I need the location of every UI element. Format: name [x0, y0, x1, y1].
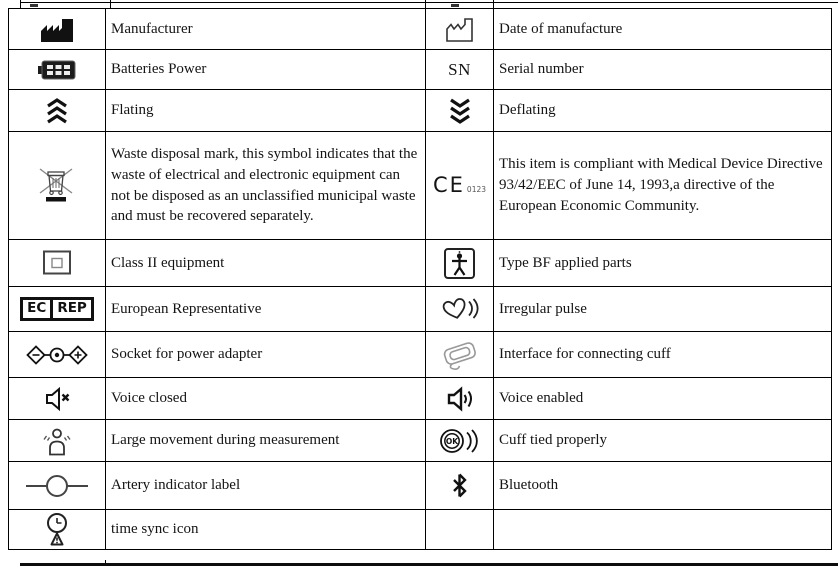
description-cell — [494, 50, 832, 90]
description-cell — [106, 240, 426, 287]
symbol-cell — [9, 462, 106, 510]
table-row — [9, 132, 832, 240]
symbol-description: Socket for power adapter — [111, 346, 263, 363]
artery-indicator-icon — [24, 473, 90, 499]
symbol-cell — [9, 378, 106, 420]
symbol-cell — [9, 90, 106, 132]
symbol-cell — [426, 420, 494, 462]
symbol-cell — [426, 9, 494, 50]
description-cell — [106, 332, 426, 378]
symbol-description: Voice closed — [111, 390, 187, 407]
symbol-description: Serial number — [499, 61, 584, 78]
serial-number-symbol: SN — [448, 59, 471, 79]
description-cell — [494, 132, 832, 240]
grid-line-stub — [425, 0, 426, 8]
table-row — [9, 9, 832, 50]
date-of-manufacture-icon — [443, 15, 476, 44]
symbol-cell — [9, 240, 106, 287]
description-cell — [494, 462, 832, 510]
bottom-thick-rule — [20, 563, 838, 566]
symbol-description: Cuff tied properly — [499, 432, 608, 449]
description-cell — [106, 420, 426, 462]
symbol-description: Interface for connecting cuff — [499, 346, 671, 363]
symbol-description: Batteries Power — [111, 61, 207, 78]
cropped-glyph — [451, 4, 459, 7]
table-row — [9, 90, 832, 132]
description-cell — [106, 132, 426, 240]
symbol-description: time sync icon — [111, 521, 199, 538]
class-ii-equipment-icon — [41, 249, 73, 277]
table-row — [9, 462, 832, 510]
symbol-cell — [9, 132, 106, 240]
symbols-table — [8, 8, 832, 550]
grid-line-stub — [20, 0, 21, 8]
grid-line-stub — [493, 0, 494, 8]
weee-waste-bin-icon — [36, 166, 78, 206]
symbol-description: Manufacturer — [111, 20, 193, 37]
ce-letters: CE — [432, 172, 465, 197]
symbol-description: Date of manufacture — [499, 20, 623, 37]
rep-box: REP — [57, 300, 87, 317]
symbol-cell — [426, 132, 494, 240]
symbol-cell — [426, 287, 494, 332]
symbol-description: Voice enabled — [499, 390, 584, 407]
ok-text: OK — [445, 436, 458, 446]
manufacturer-icon — [37, 15, 77, 43]
table-row — [9, 420, 832, 462]
symbol-cell — [426, 510, 494, 550]
table-row — [9, 240, 832, 287]
description-cell — [494, 240, 832, 287]
deflating-icon — [447, 97, 473, 125]
description-cell — [494, 287, 832, 332]
description-cell — [494, 420, 832, 462]
type-bf-applied-part-icon — [443, 247, 476, 280]
symbol-description: European Representative — [111, 300, 262, 317]
large-movement-icon — [40, 426, 74, 456]
table-row — [9, 287, 832, 332]
symbol-description: Flating — [111, 102, 154, 119]
description-cell — [106, 50, 426, 90]
voice-enabled-icon — [445, 386, 474, 412]
table-row — [9, 332, 832, 378]
symbol-cell — [426, 378, 494, 420]
batteries-power-icon — [37, 58, 77, 82]
cropped-glyph — [30, 4, 38, 7]
description-cell — [106, 9, 426, 50]
description-cell — [494, 510, 832, 550]
symbol-cell — [426, 240, 494, 287]
symbol-description: Large movement during measurement — [111, 432, 340, 449]
ec-rep-mark — [20, 297, 94, 321]
table-row — [9, 378, 832, 420]
inflating-icon — [44, 97, 70, 125]
voice-closed-icon — [42, 386, 72, 412]
description-cell — [106, 287, 426, 332]
cuff-interface-icon — [437, 337, 483, 373]
ec-box: EC — [23, 300, 53, 318]
symbol-cell — [426, 462, 494, 510]
time-sync-icon — [42, 512, 72, 547]
symbol-description: Waste disposal mark, this symbol indicates that the waste of electrical and electronic equipment can not be disposed as an unclassified municipal waste and must be recovered separately. — [111, 146, 418, 225]
symbol-cell — [426, 332, 494, 378]
table-row — [9, 50, 832, 90]
symbol-cell — [9, 9, 106, 50]
bluetooth-icon — [449, 472, 471, 499]
symbol-cell — [426, 90, 494, 132]
description-cell — [494, 332, 832, 378]
irregular-pulse-icon — [440, 295, 480, 323]
symbol-cell — [9, 332, 106, 378]
symbol-description: Artery indicator label — [111, 477, 241, 494]
power-adapter-socket-icon — [26, 344, 88, 366]
symbol-cell — [9, 287, 106, 332]
description-cell — [494, 9, 832, 50]
description-cell — [106, 510, 426, 550]
symbol-description: Irregular pulse — [499, 300, 587, 317]
previous-row-bottom-border — [20, 2, 838, 3]
symbol-cell — [9, 420, 106, 462]
ce-mark — [432, 172, 487, 197]
table-row — [9, 510, 832, 550]
symbol-description: This item is compliant with Medical Device Directive 93/42/EEC of June 14, 1993,a directive of the European Economic Community. — [499, 156, 823, 214]
description-cell — [494, 90, 832, 132]
symbol-cell — [9, 50, 106, 90]
symbol-description: Type BF applied parts — [499, 254, 632, 271]
description-cell — [106, 378, 426, 420]
grid-line-stub — [110, 0, 111, 8]
symbol-cell — [9, 510, 106, 550]
symbol-description: Class II equipment — [111, 254, 225, 271]
description-cell — [494, 378, 832, 420]
ce-notified-body-number: 0123 — [466, 184, 487, 194]
description-cell — [106, 462, 426, 510]
description-cell — [106, 90, 426, 132]
symbol-description: Deflating — [499, 102, 556, 119]
cuff-ok-icon — [439, 427, 481, 455]
symbol-description: Bluetooth — [499, 477, 559, 494]
symbol-cell — [426, 50, 494, 90]
